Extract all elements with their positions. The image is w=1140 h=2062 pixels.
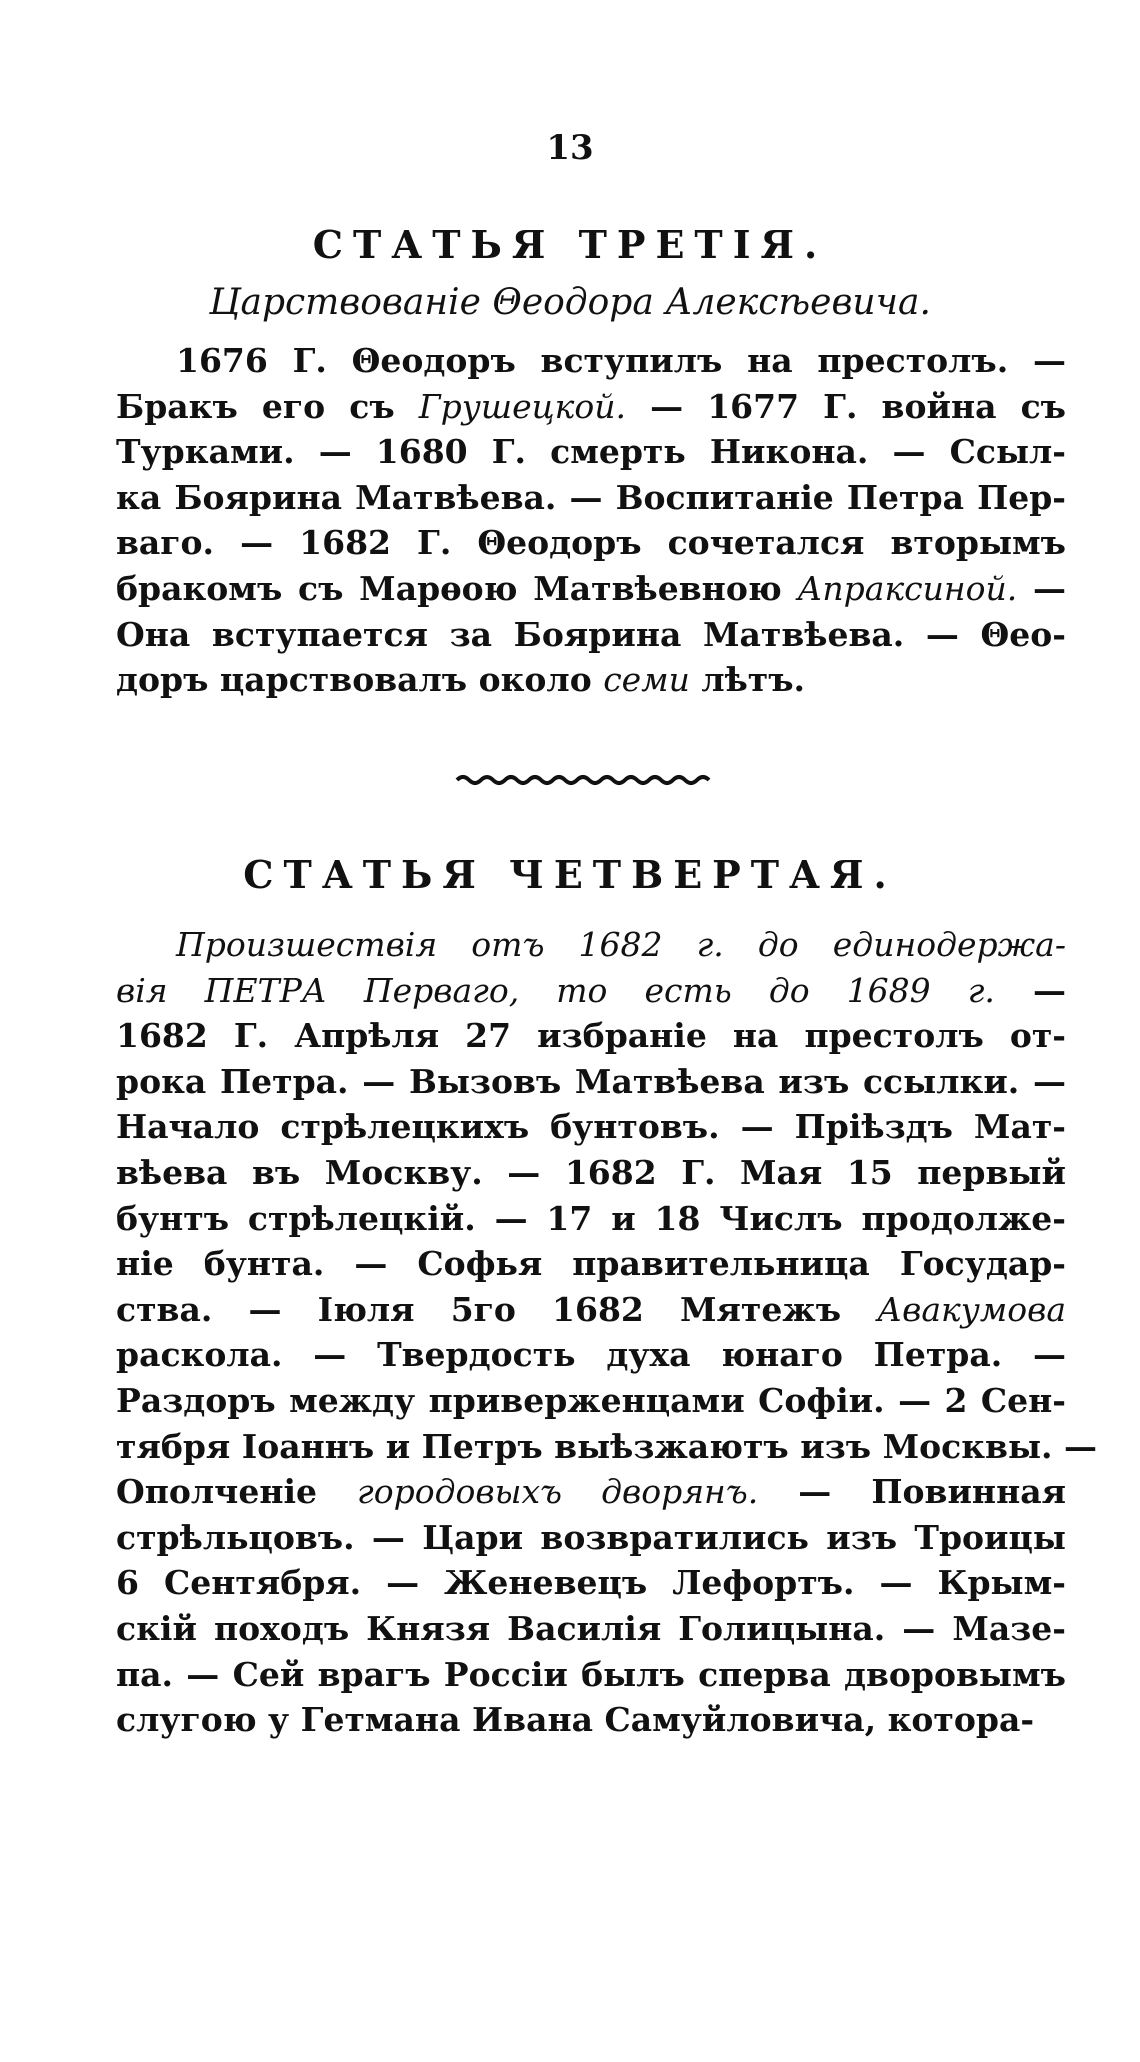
text-line <box>116 1515 1066 1561</box>
text-line <box>116 520 1066 566</box>
text-line <box>116 1332 1066 1378</box>
text-line <box>116 338 1066 384</box>
text-line <box>116 1697 1066 1743</box>
text-segment: доръ царствовалъ около <box>116 660 604 700</box>
text-segment: бракомъ съ Марѳою Матвѣевною <box>116 568 798 608</box>
text-line <box>116 1560 1066 1606</box>
text-segment: Начало стрѣлецкихъ бунтовъ. — Пріѣздъ Мат- <box>116 1107 1066 1147</box>
text-segment: тября Іоаннъ и Петръ выѣзжаютъ изъ Москвы. — <box>116 1426 1098 1466</box>
text-line <box>116 1469 1066 1515</box>
text-segment: ства. — Іюля 5го 1682 Мятежъ <box>116 1289 878 1329</box>
text-segment: ваго. — 1682 Г. Θеодоръ сочетался вторымъ <box>116 523 1066 563</box>
text-segment: Апраксиной. <box>797 568 1018 608</box>
text-line <box>116 657 1066 703</box>
text-segment: стрѣльцовъ. — Цари возвратились изъ Троицы <box>116 1517 1066 1557</box>
text-segment: Она вступается за Боярина Матвѣева. — Θео- <box>116 614 1066 654</box>
article-3-subtitle: Царствованіе Θеодора Алексѣевича. <box>209 282 931 323</box>
text-segment: Турками. — 1680 Г. смерть Никона. — Ссыл- <box>116 432 1066 472</box>
text-segment: — <box>1017 568 1066 608</box>
text-segment: лѣтъ. <box>689 660 806 700</box>
text-segment: вѣева въ Москву. — 1682 Г. Мая 15 первый <box>116 1152 1066 1192</box>
text-segment: слугою у Гетмана Ивана Самуйловича, котора- <box>116 1700 1035 1740</box>
text-segment: па. — Сей врагъ Россіи былъ сперва дворовымъ <box>116 1654 1066 1694</box>
text-line <box>116 1013 1066 1059</box>
page-number: 13 <box>546 128 594 168</box>
text-segment: Грушецкой. <box>418 386 626 426</box>
text-segment: — Повинная <box>758 1472 1066 1512</box>
text-line <box>116 1241 1066 1287</box>
text-line <box>116 1652 1066 1698</box>
text-line <box>116 1059 1066 1105</box>
ornamental-divider <box>455 772 711 788</box>
text-segment: ніе бунта. — Софья правительница Государ- <box>116 1244 1066 1284</box>
text-segment: ка Боярина Матвѣева. — Воспитаніе Петра Пер- <box>116 477 1066 517</box>
article-3-body <box>116 338 1066 703</box>
text-line <box>116 475 1066 521</box>
text-segment: Ополченіе <box>116 1472 358 1512</box>
text-line <box>116 612 1066 658</box>
text-segment: вія ПЕТРА Перваго, то есть до 1689 г. <box>116 970 995 1010</box>
text-segment: бунтъ стрѣлецкій. — 17 и 18 Числъ продолже- <box>116 1198 1066 1238</box>
text-segment: семи <box>603 660 690 700</box>
text-segment: скій походъ Князя Василія Голицына. — Мазе- <box>116 1608 1066 1648</box>
text-segment: Произшествія отъ 1682 г. до единодержа- <box>176 925 1066 964</box>
article-3-title: СТАТЬЯ ТРЕТІЯ. <box>312 222 828 267</box>
text-line <box>116 1150 1066 1196</box>
text-line <box>116 1424 1098 1470</box>
text-segment: Раздоръ между приверженцами Софіи. — 2 Сен- <box>116 1380 1066 1420</box>
text-segment: — <box>994 970 1066 1010</box>
text-line <box>116 429 1066 475</box>
text-line <box>116 1196 1066 1242</box>
text-line <box>116 1606 1066 1652</box>
article-4-title: СТАТЬЯ ЧЕТВЕРТАЯ. <box>243 852 897 897</box>
text-line <box>116 1378 1066 1424</box>
article-4-body <box>116 922 1098 1743</box>
text-segment: рока Петра. — Вызовъ Матвѣева изъ ссылки. — <box>116 1061 1066 1101</box>
text-segment: 6 Сентября. — Женевецъ Лефортъ. — Крым- <box>116 1563 1066 1603</box>
text-segment: — 1677 Г. война съ <box>626 386 1066 426</box>
text-line <box>116 968 1066 1014</box>
text-segment: 1676 Г. Θеодоръ вступилъ на престолъ. — <box>176 341 1066 380</box>
text-line <box>116 566 1066 612</box>
text-line <box>116 1287 1066 1333</box>
text-segment: 1682 Г. Апрѣля 27 избраніе на престолъ от- <box>116 1016 1066 1056</box>
text-segment: Авакумова <box>877 1289 1066 1329</box>
text-line <box>116 1104 1066 1150</box>
text-segment: Бракъ его съ <box>116 386 419 426</box>
text-segment: раскола. — Твердость духа юнаго Петра. — <box>116 1335 1066 1375</box>
text-line <box>116 922 1066 968</box>
text-line <box>116 384 1066 430</box>
text-segment: городовыхъ дворянъ. <box>357 1472 759 1512</box>
